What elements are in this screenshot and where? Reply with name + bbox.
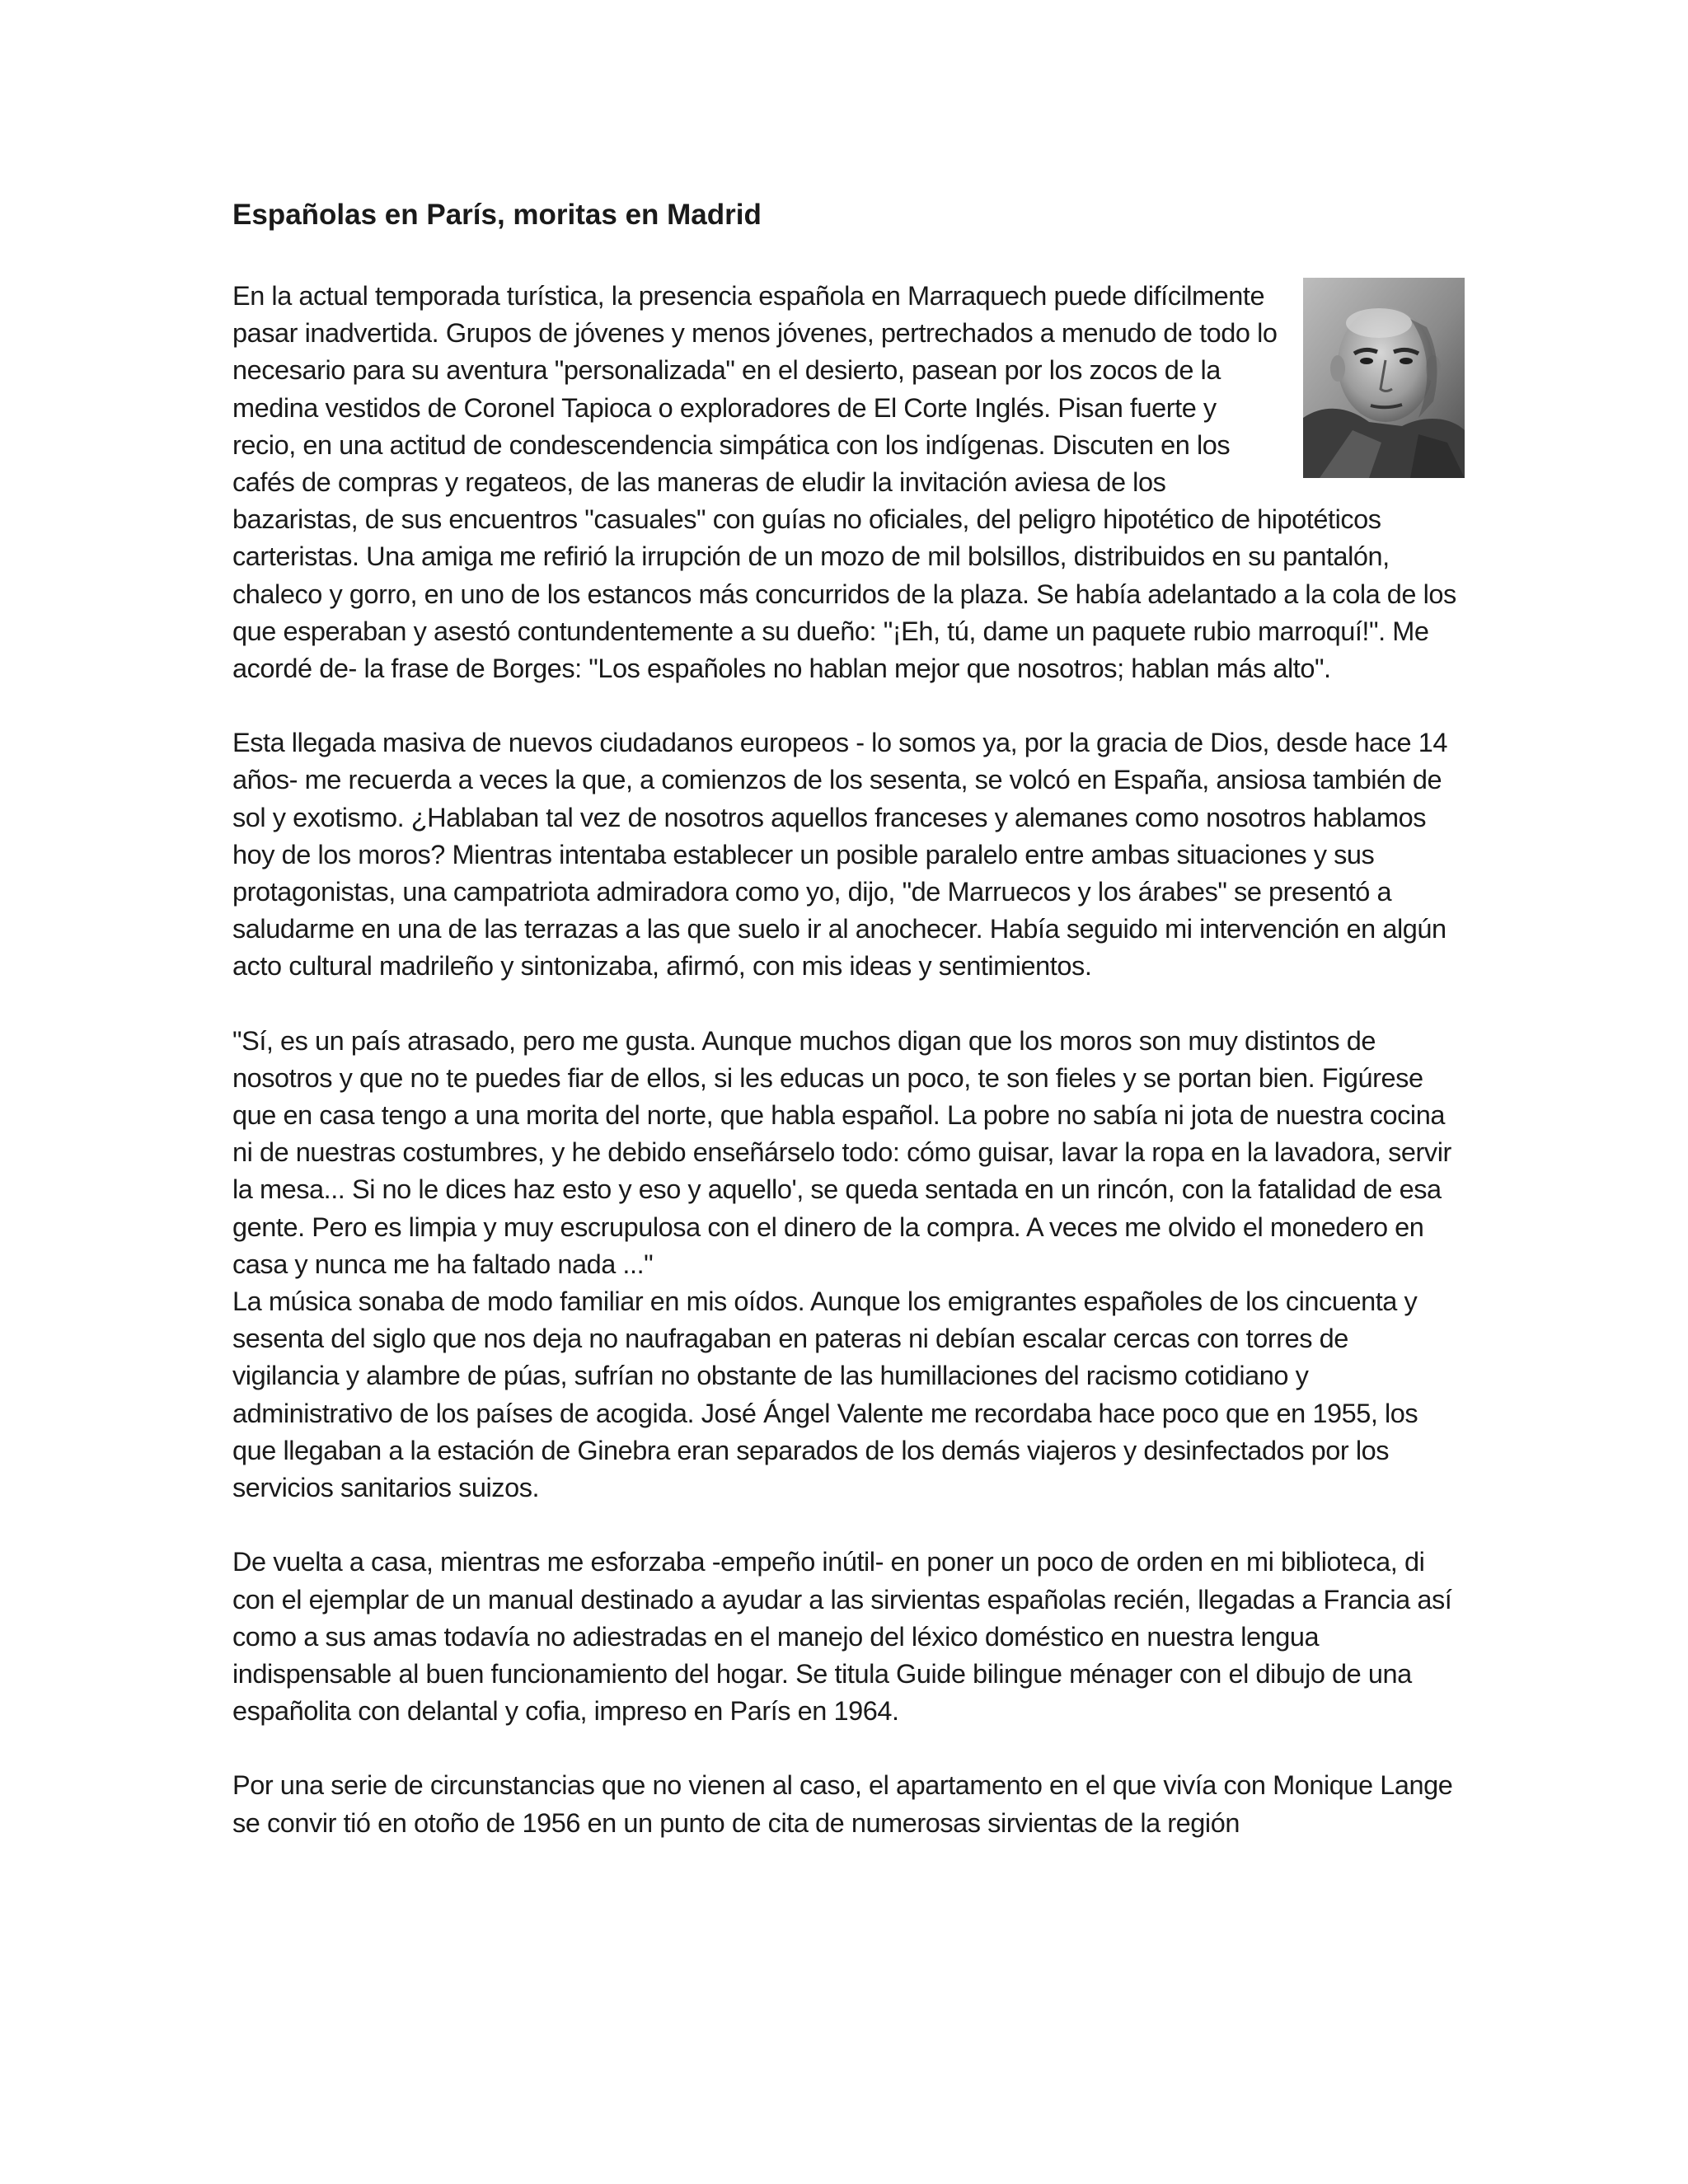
paragraph: Por una serie de circunstancias que no vienen al caso, el apartamento en el que vivía con Monique Lange se convir tió en otoño de 1956 en un punto de cita de numerosas sirvientas de la región <box>232 1770 1453 1838</box>
paragraph: La música sonaba de modo familiar en mis oídos. Aunque los emigrantes españoles de los cincuenta y sesenta del siglo que nos deja no naufragaban en pateras ni debían escalar cercas con torres de vigilancia y alambre de púas, sufrían no obstante de las humillaciones del racismo cotidiano y administrativo de los países de acogida. José Ángel Valente me recordaba hace poco que en 1955, los que llegaban a la estación de Ginebra eran separados de los demás viajeros y desinfectados por los servicios sanitarios suizos. <box>232 1286 1418 1503</box>
article-body <box>232 278 1459 1879</box>
paragraph: "Sí, es un país atrasado, pero me gusta. Aunque muchos digan que los moros son muy distintos de nosotros y que no te puedes fiar de ellos, si les educas un poco, te son fieles y se portan bien. Figúrese que en casa tengo a una morita del norte, que habla español. La pobre no sabía ni jota de nuestra cocina ni de nuestras costumbres, y he debido enseñárselo todo: cómo guisar, lavar la ropa en la lavadora, servir la mesa... Si no le dices haz esto y eso y aquello', se queda sentada en un rincón, con la fatalidad de esa gente. Pero es limpia y muy escrupulosa con el dinero de la compra. A veces me olvido el monedero en casa y nunca me ha faltado nada ..." <box>232 1025 1451 1279</box>
article-title: Españolas en París, moritas en Madrid <box>232 199 762 231</box>
paragraph: De vuelta a casa, mientras me esforzaba -empeño inútil- en poner un poco de orden en mi biblioteca, di con el ejemplar de un manual destinado a ayudar a las sirvientas españolas recién, llegadas a Francia así como a sus amas todavía no adiestradas en el manejo del léxico doméstico en nuestra lengua indispensable al buen funcionamiento del hogar. Se titula Guide bilingue ménager con el dibujo de una españolita con delantal y cofia, impreso en París en 1964. <box>232 1547 1452 1727</box>
author-portrait <box>1303 278 1465 478</box>
paragraph: Esta llegada masiva de nuevos ciudadanos europeos - lo somos ya, por la gracia de Dios, desde hace 14 años- me recuerda a veces la que, a comienzos de los sesenta, se volcó en España, ansiosa también de sol y exotismo. ¿Hablaban tal vez de nosotros aquellos franceses y alemanes como nosotros hablamos hoy de los moros? Mientras intentaba establecer un posible paralelo entre ambas situaciones y sus protagonistas, una campatriota admiradora como yo, dijo, "de Marruecos y los árabes" se presentó a saludarme en una de las terrazas a las que suelo ir al anochecer. Había seguido mi intervención en algún acto cultural madrileño y sintonizaba, afirmó, con mis ideas y sentimientos. <box>232 728 1447 982</box>
paragraph: En la actual temporada turística, la presencia española en Marraquech puede difícilmente pasar inadvertida. Grupos de jóvenes y menos jóvenes, pertrechados a menudo de todo lo necesario para su aventura "personalizada" en el desierto, pasean por los zocos de la medina vestidos de Coronel Tapioca o exploradores de El Corte Inglés. Pisan fuerte y recio, en una actitud de condescendencia simpática con los indígenas. Discuten en los cafés de compras y regateos, de las maneras de eludir la invitación aviesa de los bazaristas, de sus encuentros "casuales" con guías no oficiales, del peligro hipotético de hipotéticos carteristas. Una amiga me refirió la irrupción de un mozo de mil bolsillos, distribuidos en su pantalón, chaleco y gorro, en uno de los estancos más concurridos de la plaza. Se había adelantado a la cola de los que esperaban y asestó contundentemente a su dueño: "¡Eh, tú, dame un paquete rubio marroquí!". Me acordé de- la frase de Borges: "Los españoles no hablan mejor que nosotros; hablan más alto". <box>232 281 1456 684</box>
